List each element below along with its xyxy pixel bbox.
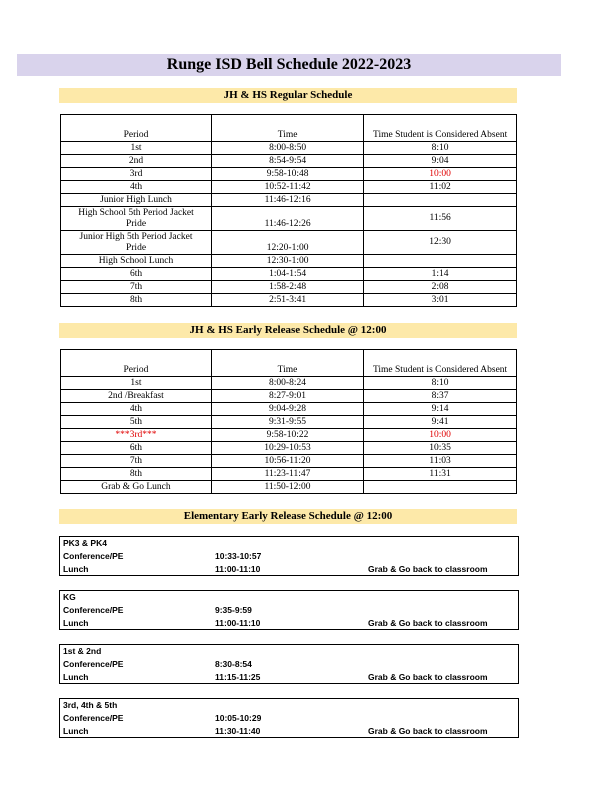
- absent-cell: 9:04: [364, 155, 517, 168]
- table-row: [61, 390, 517, 403]
- table-row: [61, 294, 517, 307]
- page-title: Runge ISD Bell Schedule 2022-2023: [17, 54, 561, 76]
- time-cell: 11:46-12:16: [212, 194, 364, 207]
- regular-schedule-heading: JH & HS Regular Schedule: [59, 88, 517, 103]
- lunch-note: Grab & Go back to classroom: [368, 618, 488, 628]
- conference-time: 10:33-10:57: [215, 551, 262, 561]
- period-cell: 1st: [61, 142, 212, 155]
- time-cell: 9:31-9:55: [211, 416, 363, 429]
- conference-label: Conference/PE: [63, 605, 124, 615]
- period-cell: Junior High 5th Period Jacket Pride: [61, 231, 212, 255]
- table-row: [61, 207, 517, 231]
- conference-row: [63, 551, 513, 562]
- absent-cell: 8:37: [364, 390, 517, 403]
- elementary-group-3rd-5th: [59, 698, 519, 738]
- period-cell: 2nd: [61, 155, 212, 168]
- conference-time: 8:30-8:54: [215, 659, 252, 669]
- table-row: [61, 468, 517, 481]
- table-row: [61, 481, 517, 494]
- absent-cell: 10:35: [364, 442, 517, 455]
- lunch-label: Lunch: [63, 726, 89, 736]
- lunch-time: 11:30-11:40: [215, 726, 261, 736]
- period-cell: 4th: [61, 181, 212, 194]
- absent-cell: 8:10: [364, 377, 517, 390]
- period-cell: Junior High Lunch: [61, 194, 212, 207]
- elementary-group-1st-2nd: [59, 644, 519, 684]
- time-cell: 8:54-9:54: [212, 155, 364, 168]
- period-cell: 4th: [61, 403, 212, 416]
- table-row: [61, 429, 517, 442]
- grade-label: PK3 & PK4: [63, 538, 107, 548]
- absent-cell: 12:30: [364, 231, 517, 255]
- period-cell: 1st: [61, 377, 212, 390]
- early-release-heading: JH & HS Early Release Schedule @ 12:00: [59, 323, 517, 338]
- absent-cell: 1:14: [364, 268, 517, 281]
- time-cell: 10:52-11:42: [212, 181, 364, 194]
- conference-label: Conference/PE: [63, 659, 124, 669]
- conference-time: 10:05-10:29: [215, 713, 262, 723]
- lunch-row: [63, 672, 513, 683]
- column-header-time: Time: [212, 115, 364, 142]
- time-cell: 9:58-10:48: [212, 168, 364, 181]
- table-row: [61, 181, 517, 194]
- table-header-row: [61, 350, 517, 377]
- time-cell: 11:50-12:00: [211, 481, 363, 494]
- elementary-heading: Elementary Early Release Schedule @ 12:00: [59, 509, 517, 524]
- grade-label: 3rd, 4th & 5th: [63, 700, 118, 710]
- absent-cell: [364, 481, 517, 494]
- time-cell: 10:56-11:20: [211, 455, 363, 468]
- table-row: [61, 442, 517, 455]
- table-row: [61, 455, 517, 468]
- lunch-note: Grab & Go back to classroom: [368, 672, 488, 682]
- time-cell: 8:00-8:50: [212, 142, 364, 155]
- absent-cell-highlight: 10:00: [364, 429, 517, 442]
- early-release-table: [60, 349, 517, 494]
- column-header-absent: Time Student is Considered Absent: [364, 115, 517, 142]
- absent-cell: 11:03: [364, 455, 517, 468]
- column-header-period: Period: [61, 115, 212, 142]
- period-cell: 7th: [61, 455, 212, 468]
- period-cell: 6th: [61, 442, 212, 455]
- absent-cell: 8:10: [364, 142, 517, 155]
- time-cell: 1:58-2:48: [212, 281, 364, 294]
- column-header-absent: Time Student is Considered Absent: [364, 350, 517, 377]
- time-cell: 12:30-1:00: [212, 255, 364, 268]
- lunch-row: [63, 618, 513, 629]
- time-cell: 9:04-9:28: [211, 403, 363, 416]
- table-row: [61, 168, 517, 181]
- time-cell: 8:00-8:24: [211, 377, 363, 390]
- period-cell: 7th: [61, 281, 212, 294]
- grade-label: 1st & 2nd: [63, 646, 102, 656]
- table-row: [61, 155, 517, 168]
- absent-cell: [364, 255, 517, 268]
- absent-cell: [364, 194, 517, 207]
- table-header-row: [61, 115, 517, 142]
- conference-time: 9:35-9:59: [215, 605, 252, 615]
- time-cell: 12:20-1:00: [212, 231, 364, 255]
- conference-label: Conference/PE: [63, 551, 124, 561]
- time-cell: 2:51-3:41: [212, 294, 364, 307]
- absent-cell: 2:08: [364, 281, 517, 294]
- time-cell: 9:58-10:22: [211, 429, 363, 442]
- table-row: [61, 231, 517, 255]
- column-header-time: Time: [211, 350, 363, 377]
- lunch-note: Grab & Go back to classroom: [368, 564, 488, 574]
- table-row: [61, 255, 517, 268]
- table-row: [61, 281, 517, 294]
- absent-cell: 9:14: [364, 403, 517, 416]
- absent-cell: 11:02: [364, 181, 517, 194]
- period-cell: Grab & Go Lunch: [61, 481, 212, 494]
- period-cell: 8th: [61, 294, 212, 307]
- lunch-label: Lunch: [63, 672, 89, 682]
- conference-row: [63, 605, 513, 616]
- period-cell: 8th: [61, 468, 212, 481]
- period-cell: 3rd: [61, 168, 212, 181]
- column-header-period: Period: [61, 350, 212, 377]
- table-row: [61, 403, 517, 416]
- table-row: [61, 194, 517, 207]
- lunch-time: 11:00-11:10: [215, 564, 261, 574]
- conference-row: [63, 659, 513, 670]
- period-cell: 6th: [61, 268, 212, 281]
- period-cell: High School 5th Period Jacket Pride: [61, 207, 212, 231]
- lunch-label: Lunch: [63, 564, 89, 574]
- period-cell: 5th: [61, 416, 212, 429]
- table-row: [61, 416, 517, 429]
- time-cell: 10:29-10:53: [211, 442, 363, 455]
- table-row: [61, 142, 517, 155]
- elementary-group-kg: [59, 590, 519, 630]
- lunch-row: [63, 726, 513, 737]
- period-cell: 2nd /Breakfast: [61, 390, 212, 403]
- absent-cell: 3:01: [364, 294, 517, 307]
- absent-cell-highlight: 10:00: [364, 168, 517, 181]
- elementary-group-pk: [59, 536, 519, 576]
- period-cell: High School Lunch: [61, 255, 212, 268]
- lunch-label: Lunch: [63, 618, 89, 628]
- time-cell: 11:46-12:26: [212, 207, 364, 231]
- lunch-time: 11:00-11:10: [215, 618, 261, 628]
- time-cell: 8:27-9:01: [211, 390, 363, 403]
- period-cell-highlight: ***3rd***: [61, 429, 212, 442]
- conference-row: [63, 713, 513, 724]
- absent-cell: 11:56: [364, 207, 517, 231]
- table-row: [61, 377, 517, 390]
- table-row: [61, 268, 517, 281]
- conference-label: Conference/PE: [63, 713, 124, 723]
- grade-label: KG: [63, 592, 76, 602]
- lunch-note: Grab & Go back to classroom: [368, 726, 488, 736]
- regular-schedule-table: [60, 114, 517, 307]
- time-cell: 11:23-11:47: [211, 468, 363, 481]
- absent-cell: 11:31: [364, 468, 517, 481]
- lunch-time: 11:15-11:25: [215, 672, 261, 682]
- time-cell: 1:04-1:54: [212, 268, 364, 281]
- absent-cell: 9:41: [364, 416, 517, 429]
- lunch-row: [63, 564, 513, 575]
